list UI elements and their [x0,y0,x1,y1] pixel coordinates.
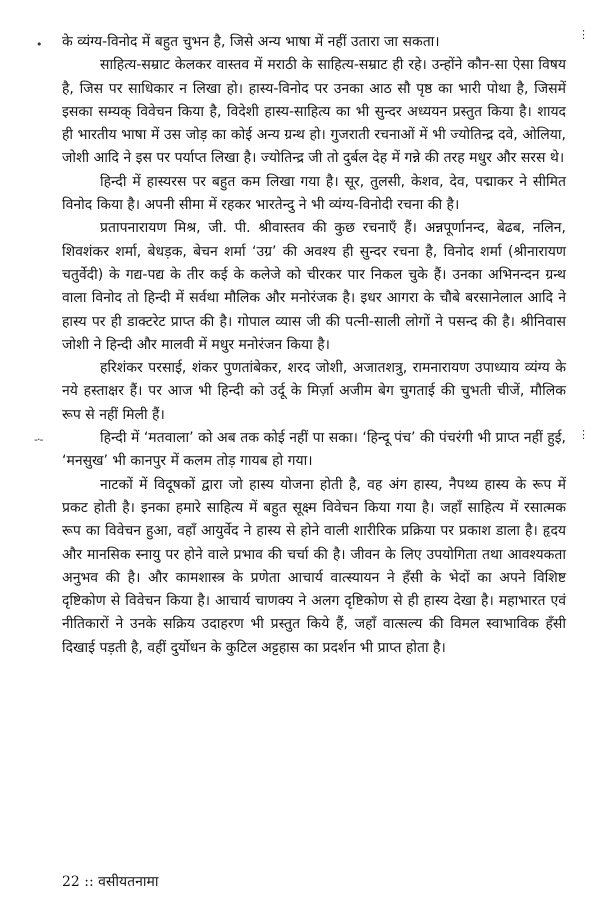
paragraph-1: के व्यंग्य-विनोद में बहुत चुभन है, जिसे अन्य भाषा में नहीं उतारा जा सकता। [62,34,440,50]
margin-dot: • [36,38,43,51]
paragraph-4: प्रतापनारायण मिश्र, जी. पी. श्रीवास्तव की कुछ रचनाएँ हैं। अन्नपूर्णानन्द, बेढब, नलिन, शिवशंकर शर्मा, बेधड़क, बेचन शर्मा ‘उग्र’ की अवश्य ही सुन्दर रचना है, विनोद शर्मा (श्रीनारायण चतुर्वेदी) के गद्य-पद्य के तीर कई के कलेजे को चीरकर पार निकल चुके हैं। उनका अभिनन्दन ग्रन्थ वाला विनोद तो हिन्दी में सर्वथा मौलिक और मनोरंजक है। इधर आगरा के चौबे बरसानेलाल आदि ने हास्य पर ही डाक्टरेट प्राप्त की है। गोपाल व्यास जी की पत्नी-साली लोगों ने पसन्द की है। श्रीनिवास जोशी ने हिन्दी और मालवी में मधुर मनोरंजन किया है। [62,220,566,353]
margin-mark: ⋮ [578,28,589,41]
page-body [62,31,566,660]
paragraph-3: हिन्दी में हास्यरस पर बहुत कम लिखा गया है। सूर, तुलसी, केशव, देव, पद्माकर ने सीमित विनोद किया है। अपनी सीमा में रहकर भारतेन्दु ने भी व्यंग्य-विनोदी रचना की है। [62,173,566,214]
paragraph-5: हरिशंकर परसाई, शंकर पुणतांबेकर, शरद जोशी, अजातशत्रु, रामनारायण उपाध्याय व्यंग्य के नये हस्ताक्षर हैं। पर आज भी हिन्दी को उर्दू के मिर्ज़ा अजीम बेग चुगताई की चुभती चीजें, मौलिक रूप से नहीं मिली हैं। [62,360,566,423]
paragraph-2: साहित्य-सम्राट केलकर वास्तव में मराठी के साहित्य-सम्राट ही रहे। उन्होंने कौन-सा ऐसा विषय है, जिस पर साधिकार न लिखा हो। हास्य-विनोद पर उनका आठ सौ पृष्ठ का भारी पोथा है, जिसमें इसका सम्यक् विवेचन किया है, विदेशी हास्य-साहित्य का भी सुन्दर अध्ययन प्रस्तुत किया है। शायद ही भारतीय भाषा में उस जोड़ का कोई अन्य ग्रन्थ हो। गुजराती रचनाओं में भी ज्योतिन्द्र दवे, ओलिया, जोशी आदि ने इस पर पर्याप्त लिखा है। ज्योतिन्द्र जी तो दुर्बल देह में गन्ने की तरह मधुर और सरस थे। [62,57,566,167]
margin-mark: ⋮ [578,428,589,441]
paragraph-7: नाटकों में विदूषकों द्वारा जो हास्य योजना होती है, वह अंग हास्य, नैपथ्य हास्य के रूप में प्रकट होती है। इनका हमारे साहित्य में बहुत सूक्ष्म विवेचन किया गया है। जहाँ साहित्य में रसात्मक रूप का विवेचन हुआ, वहाँ आयुर्वेद ने हास्य से होने वाली शारीरिक प्रक्रिया पर प्रकाश डाला है। हृदय और मानसिक स्नायु पर होने वाले प्रभाव की चर्चा की है। जीवन के लिए उपयोगिता तथा आवश्यकता अनुभव की है। और कामशास्त्र के प्रणेता आचार्य वात्स्यायन ने हँसी के भेदों का अपने विशिष्ट दृष्टिकोण से विवेचन किया है। आचार्य चाणक्य ने अलग दृष्टिकोण से ही हास्य देखा है। महाभारत एवं नीतिकारों ने उनके सक्रिय उदाहरण भी प्रस्तुत किये हैं, जहाँ वात्सल्य की विमल स्वाभाविक हँसी दिखाई पड़ती है, वहीं दुर्योधन के कुटिल अट्टहास का प्रदर्शन भी प्राप्त होता है। [62,476,566,656]
paragraph-6: हिन्दी में ‘मतवाला’ को अब तक कोई नहीं पा सका। ‘हिन्दू पंच’ की पंचरंगी भी प्राप्त नहीं हुई, ‘मनसुख’ भी कानपुर में कलम तोड़ गायब हो गया। [62,430,566,470]
page-footer: 22 :: वसीयतनामा [62,874,159,890]
margin-mark: -·- [34,433,43,446]
